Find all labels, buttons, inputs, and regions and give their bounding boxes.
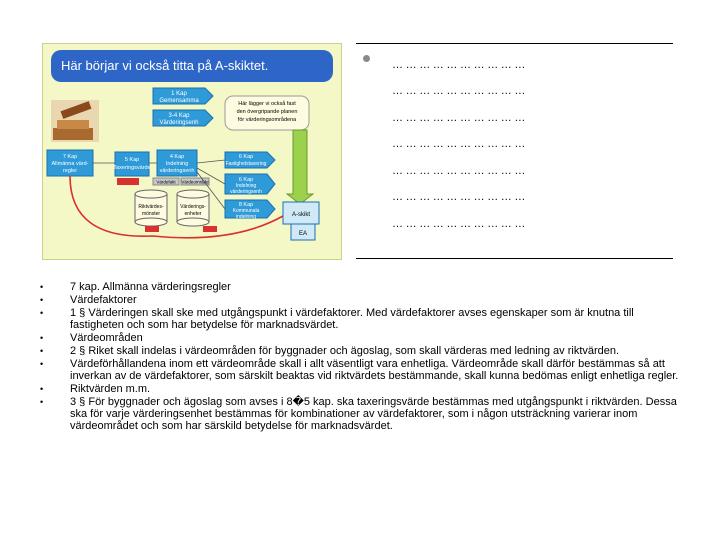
box-kap8-line3: indelning [235,214,257,220]
cylinder-riktvarde-line2: mönster [141,211,161,217]
box-kap7-line3: regler [62,168,78,174]
list-item [40,332,680,344]
gavel-image [51,100,99,142]
notes-dot-line: ………………………… [392,113,528,123]
list-item [40,383,680,395]
box-kap7-line2: Allmänna värd- [51,161,89,167]
box-kap7-line1: 7 Kap [62,154,78,160]
box-kap5-line1: 5 Kap [124,157,140,163]
list-item [40,281,680,293]
box-kap6b [225,174,275,195]
tag-vardefakt-label: Värdefakt [156,179,176,185]
bullet-icon: • [40,397,44,407]
box-kap4-line1: 4 Kap [169,154,185,160]
cylinder-vardering [177,190,209,226]
callout-line3: för värderingsområdena [237,117,297,123]
cylinder-riktvarde-line1: Riktvärdes- [138,204,164,210]
bullet-icon: • [40,359,44,369]
slide-thumbnail [42,43,342,260]
list-item-text: 7 kap. Allmänna värderingsregler [70,281,231,293]
red-tag [117,178,139,185]
bullet-icon: • [40,333,44,343]
box-kap4-line2: Indelning [165,161,189,167]
list-item [40,294,680,306]
notes-dot-line: ………………………… [392,60,528,70]
box-ea-label: EA [298,231,308,237]
list-item-text: 3 § För byggnader och ägoslag som avses i 8�5 kap. ska taxeringsvärde bestämmas med utgångspunkt i riktvärden. Dessa ska för varje värderingsenhet bestämmas för kombinationer av värdefaktorer, som i någon utsträckning varierar inom värdeområdet och som har särskild betydelse för marknadsvärdet. [70,396,677,432]
tag-vardeomrade-label: Värdeområde [181,179,209,185]
box-kap7 [47,150,93,176]
box-kap3-4 [153,110,213,126]
box-a-skikt [283,202,319,224]
bullet-icon: • [40,308,44,318]
box-a-skikt-label: A-skikt [292,212,310,218]
list-item [40,358,680,382]
list-item-text: 2 § Riket skall indelas i värdeområden för byggnader och ägoslag, som skall värderas med ledning av riktvärden. [70,345,620,357]
notes-dot-line: ………………………… [392,139,528,149]
box-kap6b-line3: värderingsenh [230,189,262,195]
list-item-text: Värdefaktorer [70,294,137,306]
box-kap4-line3: värderingsenh [159,168,195,174]
box-kap1-line2: Gemensamma [159,98,199,104]
callout-line1: Här lägger vi också fast [238,101,296,107]
callout-note [225,96,309,130]
notes-top-rule [356,43,673,44]
box-kap6b-line2: Indelning [235,183,257,189]
box-kap8-line2: Kommunala [232,208,260,214]
box-kap6-line1: 6 Kap [238,154,254,160]
arrow-a-skikt [287,130,313,204]
list-item-text: Värdeområden [70,332,143,344]
box-ea [291,224,315,240]
notes-dot-line: ………………………… [392,86,528,96]
box-kap6 [225,152,275,168]
box-kap5-line2: Taxeringsvärde [113,165,151,171]
notes-bottom-rule [356,258,673,259]
list-item [40,345,680,357]
bullet-icon: • [40,384,44,394]
box-kap6b-line1: 6 Kap [238,177,254,183]
box-kap1 [153,88,213,104]
bullet-icon: • [40,282,44,292]
red-tag [203,226,217,232]
bullet-icon: • [40,346,44,356]
callout-line2: den övergripande planen [236,109,298,115]
notes-dot-line: ………………………… [392,166,528,176]
list-item [40,307,680,331]
box-kap3-4-line1: 3-4 Kap [168,113,190,119]
list-item-text: Värdeförhållandena inom ett värdeområde skall i allt väsentligt vara enhetliga. Värdeområde skall därför bestämmas så att inverkan av de värdefaktorer, som särskilt beaktas vid riktvärdets bestämmande, skall kunna bedömas enligt enhetliga regler. [70,358,679,382]
bullet-icon: • [40,295,44,305]
list-item-text: 1 § Värderingen skall ske med utgångspunkt i värdefaktorer. Med värdefaktorer avses egenskaper som är knutna till fastigheten och som har betydelse för marknadsvärdet. [70,307,634,331]
notes-bullet-icon [363,55,370,62]
box-kap4 [157,150,197,176]
box-kap1-line1: 1 Kap [171,91,187,97]
list-item [40,396,680,432]
slide-title: Här börjar vi också titta på A-skiktet. [51,50,333,82]
box-kap8 [225,200,275,220]
cylinder-riktvarde [135,190,167,226]
box-kap5 [113,152,150,176]
box-kap8-line1: 8 Kap [238,202,254,208]
list-item-text: Riktvärden m.m. [70,383,151,395]
cylinder-vardering-line1: Värderings- [180,204,206,210]
red-tag [145,226,159,232]
cylinder-vardering-line2: enheter [184,211,202,217]
box-kap6-line2: Fastighetstaxering [225,161,267,167]
notes-dot-line: ………………………… [392,192,528,202]
box-kap3-4-line2: Värderingsenh [159,120,199,126]
bullet-list [40,281,680,433]
notes-dot-line: ………………………… [392,219,528,229]
